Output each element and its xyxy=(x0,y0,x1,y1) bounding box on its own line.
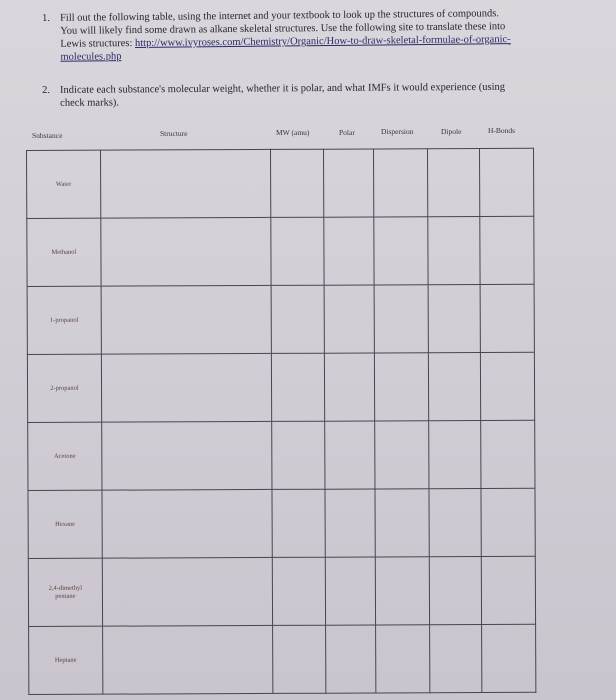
instruction-1-line1: Fill out the following table, using the internet and your textbook to look up the structures of compounds. xyxy=(60,8,500,24)
mw-cell[interactable] xyxy=(271,421,325,489)
instruction-2-number: 2. xyxy=(42,84,50,96)
polar-cell[interactable] xyxy=(325,421,375,489)
dipole-cell[interactable] xyxy=(428,149,480,217)
table-row xyxy=(27,352,534,422)
table-row xyxy=(27,284,534,354)
hbonds-cell[interactable] xyxy=(481,488,535,556)
hbonds-cell[interactable] xyxy=(481,556,535,624)
dispersion-cell[interactable] xyxy=(374,149,428,217)
table-row xyxy=(28,488,535,558)
instruction-1 xyxy=(42,7,563,72)
substance-name-cell xyxy=(27,218,101,286)
header-substance: Substance xyxy=(32,131,63,140)
instruction-2-line1: Indicate each substance's molecular weight, whether it is polar, and what IMFs it would experience (using xyxy=(60,81,506,96)
dispersion-cell[interactable] xyxy=(375,353,429,421)
mw-cell[interactable] xyxy=(272,557,326,625)
dipole-cell[interactable] xyxy=(429,421,481,489)
polar-cell[interactable] xyxy=(326,557,376,625)
dipole-cell[interactable] xyxy=(430,625,482,693)
instruction-2-line2: check marks). xyxy=(60,97,120,109)
ivyroses-link-continued[interactable]: molecules.php xyxy=(60,51,122,63)
structure-cell[interactable] xyxy=(101,285,271,354)
structure-cell[interactable] xyxy=(101,217,271,286)
ivyroses-link[interactable]: http://www.ivyroses.com/Chemistry/Organic/How-to-draw-skeletal-formulae-of-organic- xyxy=(134,34,511,50)
polar-cell[interactable] xyxy=(324,149,374,217)
header-polar: Polar xyxy=(339,128,355,137)
header-dispersion: Dispersion xyxy=(381,127,414,136)
dispersion-cell[interactable] xyxy=(375,489,429,557)
instruction-2 xyxy=(42,80,562,114)
table-row xyxy=(29,624,536,694)
dipole-cell[interactable] xyxy=(429,557,481,625)
dipole-cell[interactable] xyxy=(428,217,480,285)
table-row xyxy=(28,556,535,626)
header-structure: Structure xyxy=(160,129,188,138)
polar-cell[interactable] xyxy=(324,285,374,353)
substance-name-cell xyxy=(28,490,102,558)
hbonds-cell[interactable] xyxy=(482,624,536,692)
dipole-cell[interactable] xyxy=(429,353,481,421)
dispersion-cell[interactable] xyxy=(376,557,430,625)
table-row xyxy=(27,148,534,218)
instruction-1-line2: You will likely find some drawn as alkane skeletal structures. Use the following site to translate these into xyxy=(60,21,506,37)
mw-cell[interactable] xyxy=(271,285,325,353)
hbonds-cell[interactable] xyxy=(480,148,534,216)
substance-name-cell xyxy=(27,286,101,354)
table-row xyxy=(28,420,535,490)
hbonds-cell[interactable] xyxy=(480,284,534,352)
header-mw: MW (amu) xyxy=(276,128,310,137)
mw-cell[interactable] xyxy=(272,625,326,693)
structure-cell[interactable] xyxy=(100,149,270,218)
polar-cell[interactable] xyxy=(326,625,376,693)
instruction-1-number: 1. xyxy=(42,12,51,24)
substance-name: 2,4-dimethyl xyxy=(48,584,83,592)
instruction-1-lewis-label: Lewis structures: xyxy=(60,38,136,50)
substance-name-cell xyxy=(28,422,102,490)
substance-name: Methanol xyxy=(51,248,77,256)
dispersion-cell[interactable] xyxy=(376,625,430,693)
mw-cell[interactable] xyxy=(271,353,325,421)
dispersion-cell[interactable] xyxy=(375,421,429,489)
polar-cell[interactable] xyxy=(324,217,374,285)
mw-cell[interactable] xyxy=(270,217,324,285)
substance-name: 1-propanol xyxy=(49,316,79,324)
structure-cell[interactable] xyxy=(102,625,272,694)
substance-name-cell xyxy=(27,150,101,218)
dipole-cell[interactable] xyxy=(428,285,480,353)
polar-cell[interactable] xyxy=(325,353,375,421)
mw-cell[interactable] xyxy=(272,489,326,557)
substance-name-cell xyxy=(28,558,102,626)
hbonds-cell[interactable] xyxy=(481,420,535,488)
polar-cell[interactable] xyxy=(325,489,375,557)
substance-name: Heptane xyxy=(54,656,77,664)
structure-cell[interactable] xyxy=(102,557,272,626)
header-dipole: Dipole xyxy=(441,127,462,136)
substance-name-cell xyxy=(27,354,101,422)
substance-name: Acetone xyxy=(53,452,76,460)
substance-name: Hexane xyxy=(55,520,76,528)
substance-name: 2-propanol xyxy=(50,384,79,392)
table-row xyxy=(27,216,534,286)
structure-cell[interactable] xyxy=(102,489,272,558)
substance-name-line2: pentane xyxy=(55,592,76,600)
structure-cell[interactable] xyxy=(101,353,271,422)
dispersion-cell[interactable] xyxy=(374,217,428,285)
substance-name: Water xyxy=(55,180,72,188)
substance-name-cell xyxy=(29,626,103,694)
dipole-cell[interactable] xyxy=(429,489,481,557)
dispersion-cell[interactable] xyxy=(374,285,428,353)
mw-cell[interactable] xyxy=(270,149,324,217)
hbonds-cell[interactable] xyxy=(480,352,534,420)
substance-table xyxy=(26,148,536,695)
hbonds-cell[interactable] xyxy=(480,216,534,284)
structure-cell[interactable] xyxy=(102,421,272,490)
header-hbonds: H-Bonds xyxy=(488,126,516,135)
